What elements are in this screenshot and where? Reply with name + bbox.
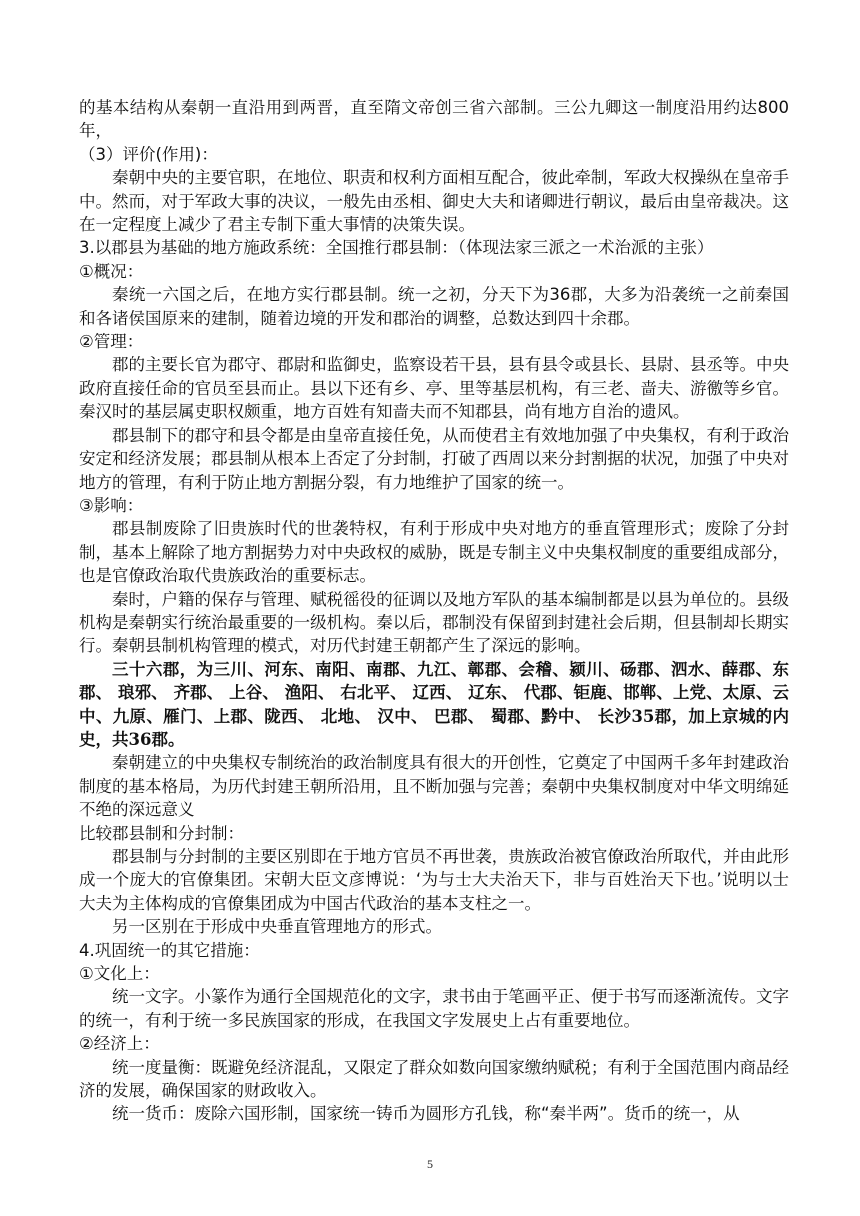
paragraph-impact-2: 秦时，户籍的保存与管理、赋税徭役的征调以及地方军队的基本编制都是以县为单位的。县级机构是秦朝实行统治最重要的一级机构。秦以后，郡制没有保留到封建社会后期，但县制却长期实行。秦朝县制机构管理的模式，对历代封建王朝都产生了深远的影响。 bbox=[79, 589, 789, 656]
paragraph-evaluation: 秦朝中央的主要官职，在地位、职责和权利方面相互配合，彼此牵制，军政大权操纵在皇帝手中。然而，对于军政大事的决议，一般先由丞相、御史大夫和诸卿进行朝议，最后由皇帝裁决。这在一定程度上减少了君主专制下重大事情的决策失误。 bbox=[79, 168, 789, 235]
paragraph-significance: 秦朝建立的中央集权专制统治的政治制度具有很大的开创性，它奠定了中国两千多年封建政治制度的基本格局，为历代封建王朝所沿用，且不断加强与完善；秦朝中央集权制度对中华文明绵延不绝的深远意义 bbox=[79, 753, 789, 820]
paragraph-economy-1: 统一度量衡：既避免经济混乱，又限定了群众如数向国家缴纳赋税；有利于全国范围内商品经济的发展，确保国家的财政收入。 bbox=[79, 1057, 789, 1101]
heading-evaluation: （3）评价(作用)： bbox=[79, 144, 218, 164]
paragraph-thirty-six-commanderies: 三十六郡，为三川、河东、南阳、南郡、九江、鄣郡、会稽、颍川、砀郡、泗水、薛郡、东郡、 琅邪、 齐郡、 上谷、 渔阳、 右北平、 辽西、 辽东、 代郡、钜鹿、邯郸、上党、太原、云中、九原、雁门、上郡、陇西、 北地、 汉中、 巴郡、 蜀郡、黔中、 长沙35郡，加上京城的内史，共36郡。 bbox=[79, 659, 789, 749]
paragraph-management-1: 郡的主要长官为郡守、郡尉和监御史，监察设若干县，县有县令或县长、县尉、县丞等。中央政府直接任命的官员至县而止。县以下还有乡、亭、里等基层机构，有三老、啬夫、游徼等乡官。秦汉时的基层属吏职权颇重，地方百姓有知啬夫而不知郡县，尚有地方自治的遗风。 bbox=[79, 355, 789, 422]
paragraph-culture: 统一文字。小篆作为通行全国规范化的文字，隶书由于笔画平正、便于书写而逐渐流传。文字的统一，有利于统一多民族国家的形成，在我国文字发展史上占有重要地位。 bbox=[79, 987, 789, 1030]
heading-section-3: 3.以郡县为基础的地方施政系统：全国推行郡县制：（体现法家三派之一术治派的主张） bbox=[79, 238, 714, 258]
page-number: 5 bbox=[427, 1157, 433, 1171]
heading-impact: ③影响： bbox=[79, 495, 144, 515]
heading-culture: ①文化上： bbox=[79, 964, 160, 984]
paragraph-economy-2: 统一货币：废除六国形制，国家统一铸币为圆形方孔钱，称“秦半两”。货币的统一，从 bbox=[112, 1104, 740, 1124]
paragraph-comparison-1: 郡县制与分封制的主要区别即在于地方官员不再世袭，贵族政治被官僚政治所取代，并由此形成一个庞大的官僚集团。宋朝大臣文彦博说：‘为与士大夫治天下，非与百姓治天下也。’说明以士大夫为主体构成的官僚集团成为中国古代政治的基本支柱之一。 bbox=[79, 847, 789, 913]
heading-comparison: 比较郡县制和分封制： bbox=[79, 823, 244, 843]
heading-management: ②管理： bbox=[79, 332, 144, 352]
paragraph-overview: 秦统一六国之后，在地方实行郡县制。统一之初，分天下为36郡，大多为沿袭统一之前秦国和各诸侯国原来的建制，随着边境的开发和郡治的调整，总数达到四十余郡。 bbox=[79, 285, 789, 328]
paragraph-comparison-2: 另一区别在于形成中央垂直管理地方的形式。 bbox=[112, 917, 442, 937]
paragraph-management-2: 郡县制下的郡守和县令都是由皇帝直接任免，从而使君主有效地加强了中央集权，有利于政治安定和经济发展；郡县制从根本上否定了分封制，打破了西周以来分封割据的状况，加强了中央对地方的管理，有利于防止地方割据分裂，有力地维护了国家的统一。 bbox=[79, 425, 789, 492]
paragraph-intro: 的基本结构从秦朝一直沿用到两晋，直至隋文帝创三省六部制。三公九卿这一制度沿用约达800年， bbox=[79, 98, 789, 141]
heading-section-4: 4.巩固统一的其它措施： bbox=[79, 940, 260, 960]
document-body bbox=[79, 96, 789, 1126]
paragraph-impact-1: 郡县制废除了旧贵族时代的世袭特权，有利于形成中央对地方的垂直管理形式；废除了分封制，基本上解除了地方割据势力对中央政权的威胁，既是专制主义中央集权制度的重要组成部分，也是官僚政治取代贵族政治的重要标志。 bbox=[79, 519, 789, 586]
heading-overview: ①概况： bbox=[79, 261, 144, 281]
heading-economy: ②经济上： bbox=[79, 1034, 160, 1054]
